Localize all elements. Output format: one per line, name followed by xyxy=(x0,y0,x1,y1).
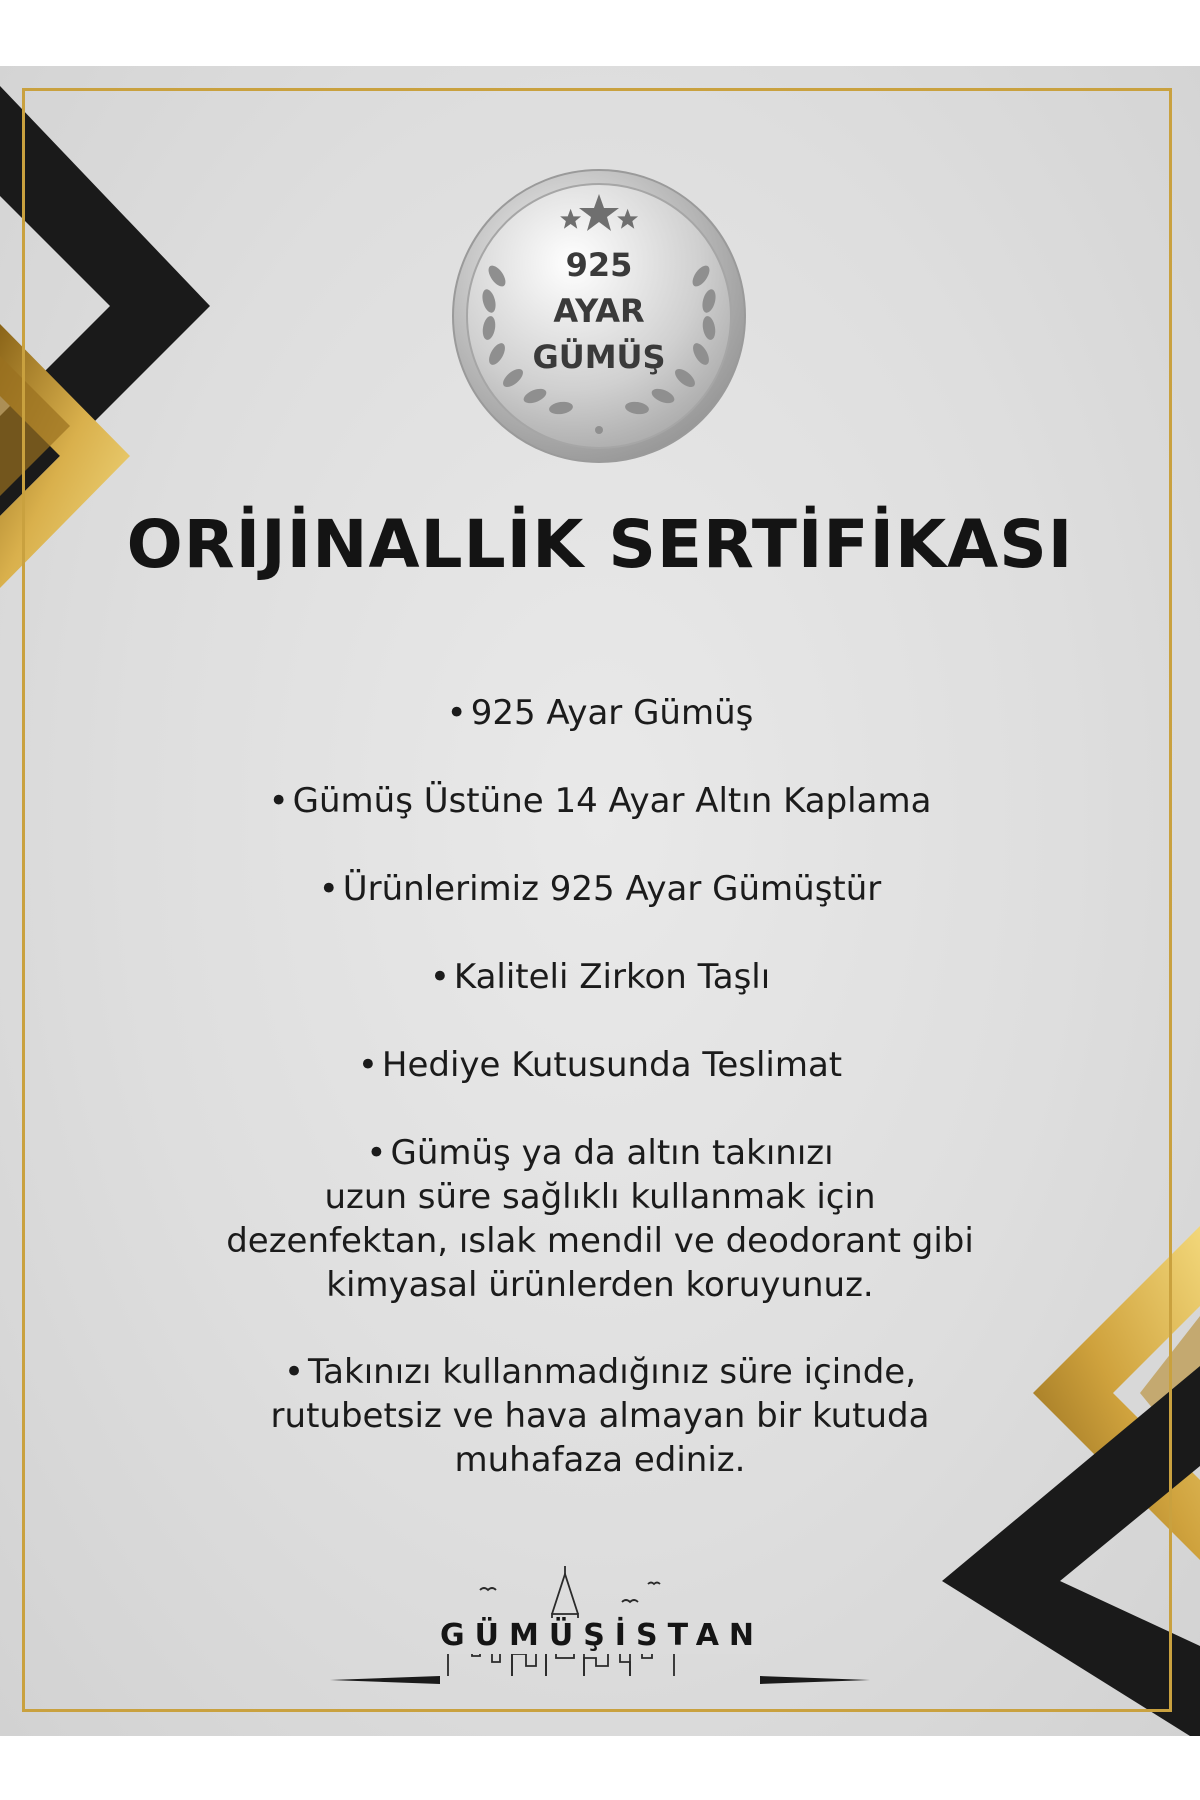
bullet-icon: • xyxy=(366,1133,387,1173)
feature-item xyxy=(100,691,1100,736)
bullet-icon: • xyxy=(357,1045,378,1085)
care-line: dezenfektan, ıslak mendil ve deodorant gibi xyxy=(226,1221,974,1261)
feature-text: Hediye Kutusunda Teslimat xyxy=(381,1045,843,1085)
certificate-title: ORİJİNALLİK SERTİFİKASI xyxy=(126,506,1074,583)
bullet-icon: • xyxy=(446,693,467,733)
brand-name: GÜMÜŞİSTAN xyxy=(440,1618,765,1653)
feature-list xyxy=(100,691,1100,1525)
bullet-icon: • xyxy=(429,957,450,997)
care-line: uzun süre sağlıklı kullanmak için xyxy=(324,1177,876,1217)
feature-item xyxy=(100,779,1100,824)
brand-line-right xyxy=(760,1676,870,1684)
storage-line: rutubetsiz ve hava almayan bir kutuda xyxy=(270,1396,930,1436)
feature-text: Ürünlerimiz 925 Ayar Gümüştür xyxy=(342,869,882,909)
bullet-icon: • xyxy=(318,869,339,909)
feature-item xyxy=(100,955,1100,1000)
certificate-card xyxy=(0,66,1200,1736)
seal-line-1: 925 xyxy=(565,246,633,284)
feature-item xyxy=(100,1043,1100,1088)
care-instruction xyxy=(100,1131,1100,1307)
storage-instruction xyxy=(100,1350,1100,1482)
storage-line: • Takınızı kullanmadığınız süre içinde, xyxy=(283,1352,917,1392)
care-line: • Gümüş ya da altın takınızı xyxy=(366,1133,834,1173)
seal-line-2: AYAR xyxy=(553,292,645,330)
silver-seal xyxy=(449,166,749,466)
feature-text: Kaliteli Zirkon Taşlı xyxy=(453,957,771,997)
care-line: kimyasal ürünlerden koruyunuz. xyxy=(326,1265,874,1305)
storage-line: muhafaza ediniz. xyxy=(454,1440,746,1480)
bullet-icon: • xyxy=(268,781,289,821)
feature-item xyxy=(100,867,1100,912)
feature-text: 925 Ayar Gümüş xyxy=(470,693,754,733)
seal-line-3: GÜMÜŞ xyxy=(532,338,666,376)
feature-text: Gümüş Üstüne 14 Ayar Altın Kaplama xyxy=(292,781,932,821)
bullet-icon: • xyxy=(283,1352,305,1392)
brand-line-left xyxy=(330,1676,440,1684)
